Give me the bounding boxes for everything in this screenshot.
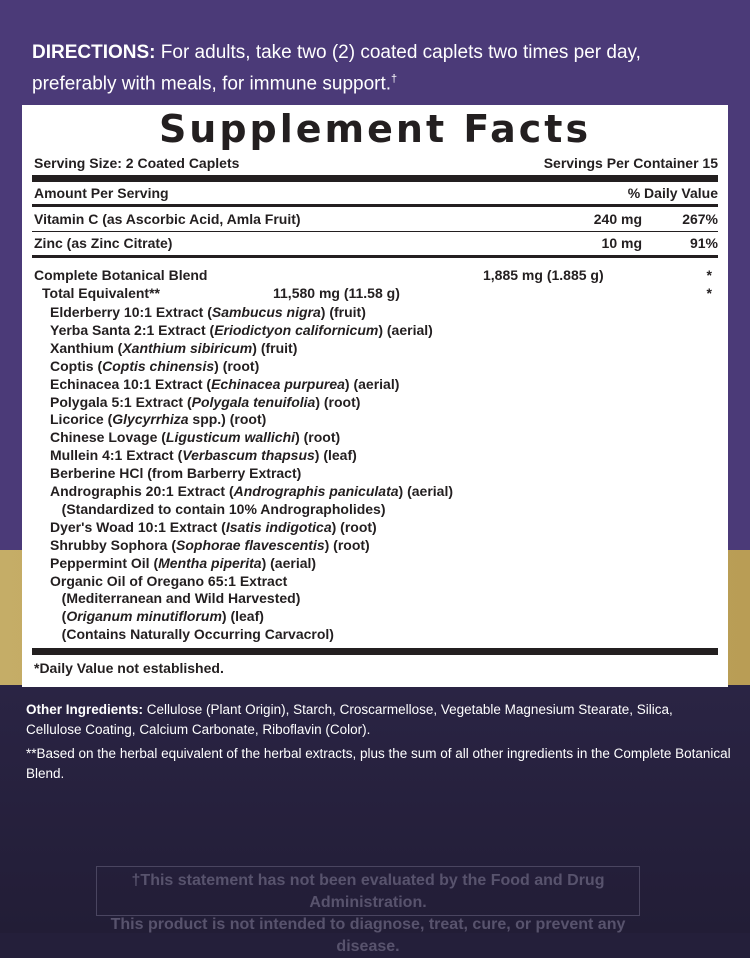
ingredient-text: Berberine HCl (from Barberry Extract) (50, 465, 302, 482)
ingredient-text: Yerba Santa 2:1 Extract ( (50, 321, 215, 338)
nutrient-dv: 91% (689, 235, 718, 251)
thick-rule (32, 648, 718, 655)
blend-amount: 1,885 mg (1.885 g) (483, 267, 604, 283)
ingredient-text: ) (root) (295, 429, 341, 446)
ingredient-text: ) (root) (331, 518, 377, 535)
total-dv: * (706, 285, 712, 301)
ingredient-latin-name: Coptis chinensis (102, 357, 215, 374)
ingredient-text: (Contains Naturally Occurring Carvacrol) (50, 626, 334, 643)
ingredient-text: ) (aerial) (261, 554, 317, 571)
ingredient-line (50, 573, 287, 589)
ingredient-line (50, 376, 399, 392)
ingredient-text: Chinese Lovage ( (50, 429, 166, 446)
ingredient-text: ) (aerial) (378, 321, 433, 338)
ingredient-text: Coptis ( (50, 357, 103, 374)
nutrient-amount: 240 mg (593, 211, 642, 227)
ingredient-latin-name: Glycyrrhiza (112, 411, 189, 428)
other-ingredients (26, 700, 726, 740)
thick-rule (32, 175, 718, 182)
ingredient-text: Mullein 4:1 Extract ( (50, 447, 183, 464)
ingredient-text: Shrubby Sophora ( (50, 536, 176, 553)
thin-rule (32, 231, 718, 232)
ingredient-latin-name: Sophorae flavescentis (176, 536, 325, 553)
ingredient-text: ( (50, 608, 67, 625)
ingredient-latin-name: Sambucus nigra (211, 304, 321, 320)
ingredient-line (50, 394, 360, 410)
ingredient-text: ) (fruit) (320, 304, 366, 320)
total-amount: 11,580 mg (11.58 g) (273, 285, 400, 301)
ingredient-text: ) (root) (315, 393, 361, 410)
other-ingredients-text: Cellulose (Plant Origin), Starch, Croscarmellose, Vegetable Magnesium Stearate, Silica, Cellulose Coating, Calcium Carbonate, Riboflavin (Color). (26, 702, 673, 737)
blend-name: Complete Botanical Blend (34, 267, 208, 283)
dv-footnote: *Daily Value not established. (34, 660, 224, 676)
ingredient-text: ) (aerial) (344, 375, 400, 392)
ingredient-latin-name: Origanum minutiflorum (66, 608, 222, 625)
dv-header: % Daily Value (627, 185, 718, 201)
ingredient-text: Organic Oil of Oregano 65:1 Extract (50, 572, 288, 589)
panel-title: Supplement Facts (158, 107, 592, 151)
ingredient-text: Dyer's Woad 10:1 Extract ( (50, 518, 226, 535)
ingredient-latin-name: Echinacea purpurea (211, 375, 345, 392)
ingredient-line (50, 555, 316, 571)
disclaimer-line-1: †This statement has not been evaluated by the Food and Drug Administration. (131, 872, 605, 911)
ingredient-text: (Standardized to contain 10% Andrographolides) (50, 500, 386, 517)
ingredient-line (50, 626, 334, 642)
serving-size: Serving Size: 2 Coated Caplets (34, 155, 240, 171)
ingredient-line (50, 501, 386, 517)
fda-disclaimer (96, 866, 640, 955)
nutrient-name: Vitamin C (as Ascorbic Acid, Amla Fruit) (34, 211, 301, 227)
ingredient-latin-name: Eriodictyon californicum (214, 321, 379, 338)
ingredient-line (50, 483, 453, 499)
ingredient-line (50, 519, 377, 535)
ingredient-line (50, 537, 370, 553)
ingredient-line (50, 608, 264, 624)
ingredient-text: ) (fruit) (252, 339, 298, 356)
other-ingredients-label: Other Ingredients: (26, 702, 144, 717)
total-label: Total Equivalent** (42, 285, 160, 301)
ingredient-text: ) (root) (214, 357, 260, 374)
medium-rule (32, 255, 718, 258)
servings-per-container: Servings Per Container 15 (543, 155, 718, 171)
ingredient-line (50, 465, 301, 481)
ingredient-text: Polygala 5:1 Extract ( (50, 393, 192, 410)
ingredient-text: ) (root) (324, 536, 370, 553)
ingredient-text: spp.) (root) (188, 411, 267, 428)
ingredient-text: Xanthium ( (50, 339, 123, 356)
ingredient-line (50, 447, 357, 463)
blend-dv: * (706, 267, 712, 283)
ingredient-text: Echinacea 10:1 Extract ( (50, 375, 212, 392)
ingredient-latin-name: Verbascum thapsus (182, 447, 315, 464)
ingredient-text: ) (leaf) (314, 447, 357, 464)
directions-text (32, 40, 722, 97)
ingredient-text: Elderberry 10:1 Extract ( (50, 304, 212, 320)
directions-dagger: † (391, 73, 398, 85)
ingredient-latin-name: Mentha piperita (158, 554, 262, 571)
supplement-facts-panel (22, 105, 728, 687)
nutrient-dv: 267% (682, 211, 718, 227)
ingredient-text: ) (aerial) (398, 483, 453, 499)
herbal-equivalent-note: **Based on the herbal equivalent of the herbal extracts, plus the sum of all other ingredients in the Complete Botanical Blend. (26, 746, 731, 781)
ingredient-latin-name: Isatis indigotica (225, 518, 332, 535)
ingredient-latin-name: Polygala tenuifolia (191, 393, 316, 410)
ingredient-line (50, 411, 266, 427)
disclaimer-line-2: This product is not intended to diagnose, treat, cure, or prevent any disease. (110, 916, 626, 955)
medium-rule (32, 204, 718, 207)
ingredient-text: Licorice ( (50, 411, 113, 428)
ingredient-line (50, 322, 433, 338)
ingredient-line (50, 429, 340, 445)
nutrient-amount: 10 mg (601, 235, 642, 251)
ingredient-text: (Mediterranean and Wild Harvested) (50, 590, 301, 607)
ingredient-text: Andrographis 20:1 Extract ( (50, 483, 234, 499)
directions-label: DIRECTIONS: (32, 42, 156, 63)
ingredient-line (50, 590, 300, 606)
ingredient-line (50, 304, 366, 320)
ingredient-text: Peppermint Oil ( (50, 554, 159, 571)
ingredient-line (50, 340, 297, 356)
ingredient-latin-name: Xanthium sibiricum (122, 339, 253, 356)
nutrient-name: Zinc (as Zinc Citrate) (34, 235, 173, 251)
ingredient-text: ) (leaf) (221, 608, 264, 625)
amount-header: Amount Per Serving (34, 185, 169, 201)
directions-body: For adults, take two (2) coated caplets two times per day, preferably with meals, for immune support. (32, 42, 641, 95)
ingredient-line (50, 358, 259, 374)
ingredient-latin-name: Andrographis paniculata (233, 483, 399, 499)
ingredient-latin-name: Ligusticum wallichi (165, 429, 296, 446)
